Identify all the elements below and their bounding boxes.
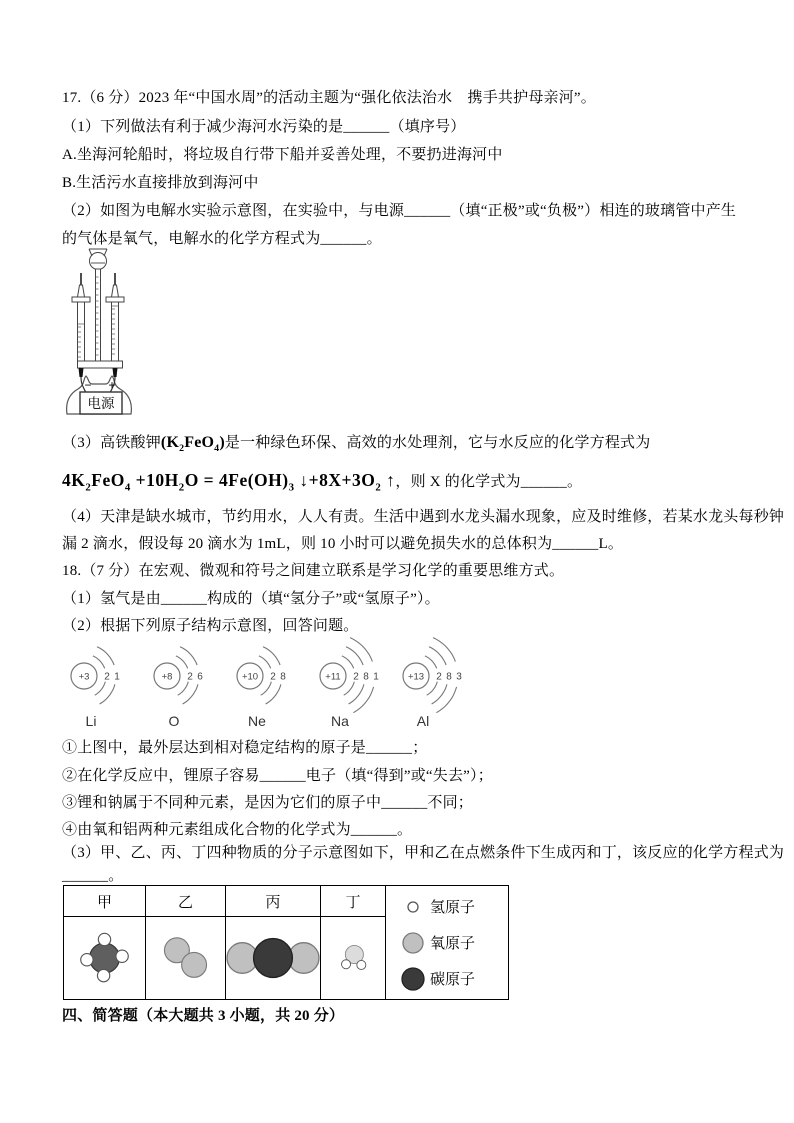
minus-terminal-label: − [84, 378, 92, 392]
left-tube-tip [78, 285, 85, 297]
svg-text:2: 2 [270, 671, 276, 683]
atom-diagram-o [143, 634, 226, 731]
molecule-cell-jia [64, 917, 146, 1000]
atomic-diagrams [60, 634, 475, 731]
q18-part2: （2）根据下列原子结构示意图，回答问题。 [62, 618, 359, 634]
water-molecule-diagram [321, 917, 385, 999]
legend-label: 氧原子 [430, 936, 476, 952]
right-tube-tip [112, 285, 119, 297]
q18-part3-line2: ______。 [62, 868, 124, 884]
atom-diagram-na [309, 634, 392, 731]
legend-label: 碳原子 [430, 972, 476, 988]
svg-text:3: 3 [456, 671, 462, 683]
q18-part1: （1）氢气是由______构成的（填“氢分子”或“氢原子”）。 [62, 591, 440, 607]
section-four-heading: 四、简答题（本大题共 3 小题，共 20 分） [62, 1008, 345, 1024]
q17-option-a: A.坐海河轮船时，将垃圾自行带下船并妥善处理，不要扔进海河中 [62, 147, 503, 163]
q17-option-b: B.生活污水直接排放到海河中 [62, 175, 259, 191]
molecule-table [63, 885, 509, 1000]
q17-part3 [62, 433, 650, 453]
q17-equation-suffix: ，则 X 的化学式为______。 [395, 474, 583, 490]
svg-text:Li: Li [85, 713, 97, 729]
svg-text:+8: +8 [161, 671, 173, 683]
svg-text:2: 2 [187, 671, 193, 683]
q17-part4-line1: （4）天津是缺水城市，节约用水，人人有责。生活中遇到水龙头漏水现象，应及时维修，若某水龙头每秒钟 [62, 509, 785, 525]
q17-part2-line1: （2）如图为电解水实验示意图，在实验中，与电源______（填“正极”或“负极”）相连的玻璃管中产生 [62, 203, 737, 219]
q17-part3-prefix: （3）高铁酸钾 [62, 435, 161, 451]
left-tube-flange [72, 297, 90, 302]
svg-text:6: 6 [197, 671, 203, 683]
legend-label: 氢原子 [430, 900, 476, 916]
svg-text:+11: +11 [325, 671, 341, 683]
svg-text:+13: +13 [407, 671, 425, 683]
svg-text:Na: Na [331, 713, 349, 729]
legend-item-oxygen [400, 930, 508, 956]
q17-intro: 17.（6 分）2023 年“中国水周”的活动主题为“强化依法治水 携手共护母亲河”。 [62, 90, 596, 106]
molecule-cell-yi [146, 917, 226, 1000]
q18-sub1: ①上图中，最外层达到相对稳定结构的原子是______； [62, 740, 428, 756]
legend [386, 889, 508, 997]
molecule-cell-ding [321, 917, 386, 1000]
svg-text:2: 2 [104, 671, 110, 683]
plus-terminal-label: + [108, 378, 116, 392]
svg-text:O: O [168, 713, 180, 729]
carbon-dioxide-molecule-diagram [226, 917, 320, 999]
power-supply-label: 电源 [87, 396, 115, 411]
q18-intro: 18.（7 分）在宏观、微观和符号之间建立联系是学习化学的重要思维方式。 [62, 563, 565, 579]
q18-sub3: ③锂和钠属于不同种元素，是因为它们的原子中______不同； [62, 795, 474, 811]
oxygen-atom-icon [400, 930, 426, 956]
right-electrode-needle [114, 273, 116, 286]
table-header-bing: 丙 [226, 886, 321, 917]
legend-cell [386, 886, 509, 1000]
table-header-ding: 丁 [321, 886, 386, 917]
legend-item-carbon [400, 966, 508, 992]
svg-text:Ne: Ne [248, 713, 266, 729]
q17-part4-line2: 漏 2 滴水，假设每 20 滴水为 1mL，则 10 小时可以避免损失水的总体积为______L。 [62, 536, 624, 552]
svg-text:2: 2 [436, 671, 442, 683]
k2feo4-formula: $(K_2FeO_4)$ [160, 434, 225, 455]
legend-item-hydrogen [400, 894, 508, 920]
q18-sub4: ④由氧和铝两种元素组成化合物的化学式为______。 [62, 822, 413, 838]
table-header-yi: 乙 [146, 886, 226, 917]
q18-sub2: ②在化学反应中，锂原子容易______电子（填“得到”或“失去”）； [62, 768, 493, 784]
q17-equation-line [62, 470, 582, 492]
right-electrode [113, 368, 118, 377]
q17-part2-line2: 的气体是氧气，电解水的化学方程式为______。 [62, 231, 382, 247]
svg-text:1: 1 [373, 671, 379, 683]
svg-text:2: 2 [353, 671, 359, 683]
molecule-cell-bing [226, 917, 321, 1000]
svg-text:Al: Al [416, 713, 430, 729]
manifold-tube [78, 361, 123, 368]
methane-molecule-diagram [64, 917, 145, 999]
svg-text:8: 8 [280, 671, 286, 683]
atom-diagram-al [392, 634, 475, 731]
left-electrode [79, 368, 84, 377]
electrolysis-diagram [58, 243, 198, 418]
oxygen-molecule-diagram [146, 917, 225, 999]
svg-text:+10: +10 [241, 671, 259, 683]
atom-diagram-ne [226, 634, 309, 731]
carbon-atom-icon [400, 966, 426, 992]
svg-text:8: 8 [363, 671, 369, 683]
svg-text:+3: +3 [78, 671, 90, 683]
hydrogen-atom-icon [400, 894, 426, 920]
atom-diagram-li [60, 634, 143, 731]
chemical-equation: $4K_2FeO_4 +10H_2O = 4Fe(OH)_3$ $↓+8X+3O_2$ ↑ [62, 470, 396, 494]
left-electrode-needle [80, 273, 82, 286]
q17-part3-suffix: 是一种绿色环保、高效的水处理剂，它与水反应的化学方程式为 [224, 435, 651, 451]
svg-text:1: 1 [114, 671, 120, 683]
svg-text:8: 8 [446, 671, 452, 683]
right-tube-body [112, 302, 119, 361]
q18-part3-line1: （3）甲、乙、丙、丁四种物质的分子示意图如下，甲和乙在点燃条件下生成丙和丁，该反应的化学方程式为 [62, 845, 785, 861]
right-tube-flange [106, 297, 124, 302]
q17-part1: （1）下列做法有利于减少海河水污染的是______（填序号） [62, 119, 466, 135]
table-header-jia: 甲 [64, 886, 146, 917]
